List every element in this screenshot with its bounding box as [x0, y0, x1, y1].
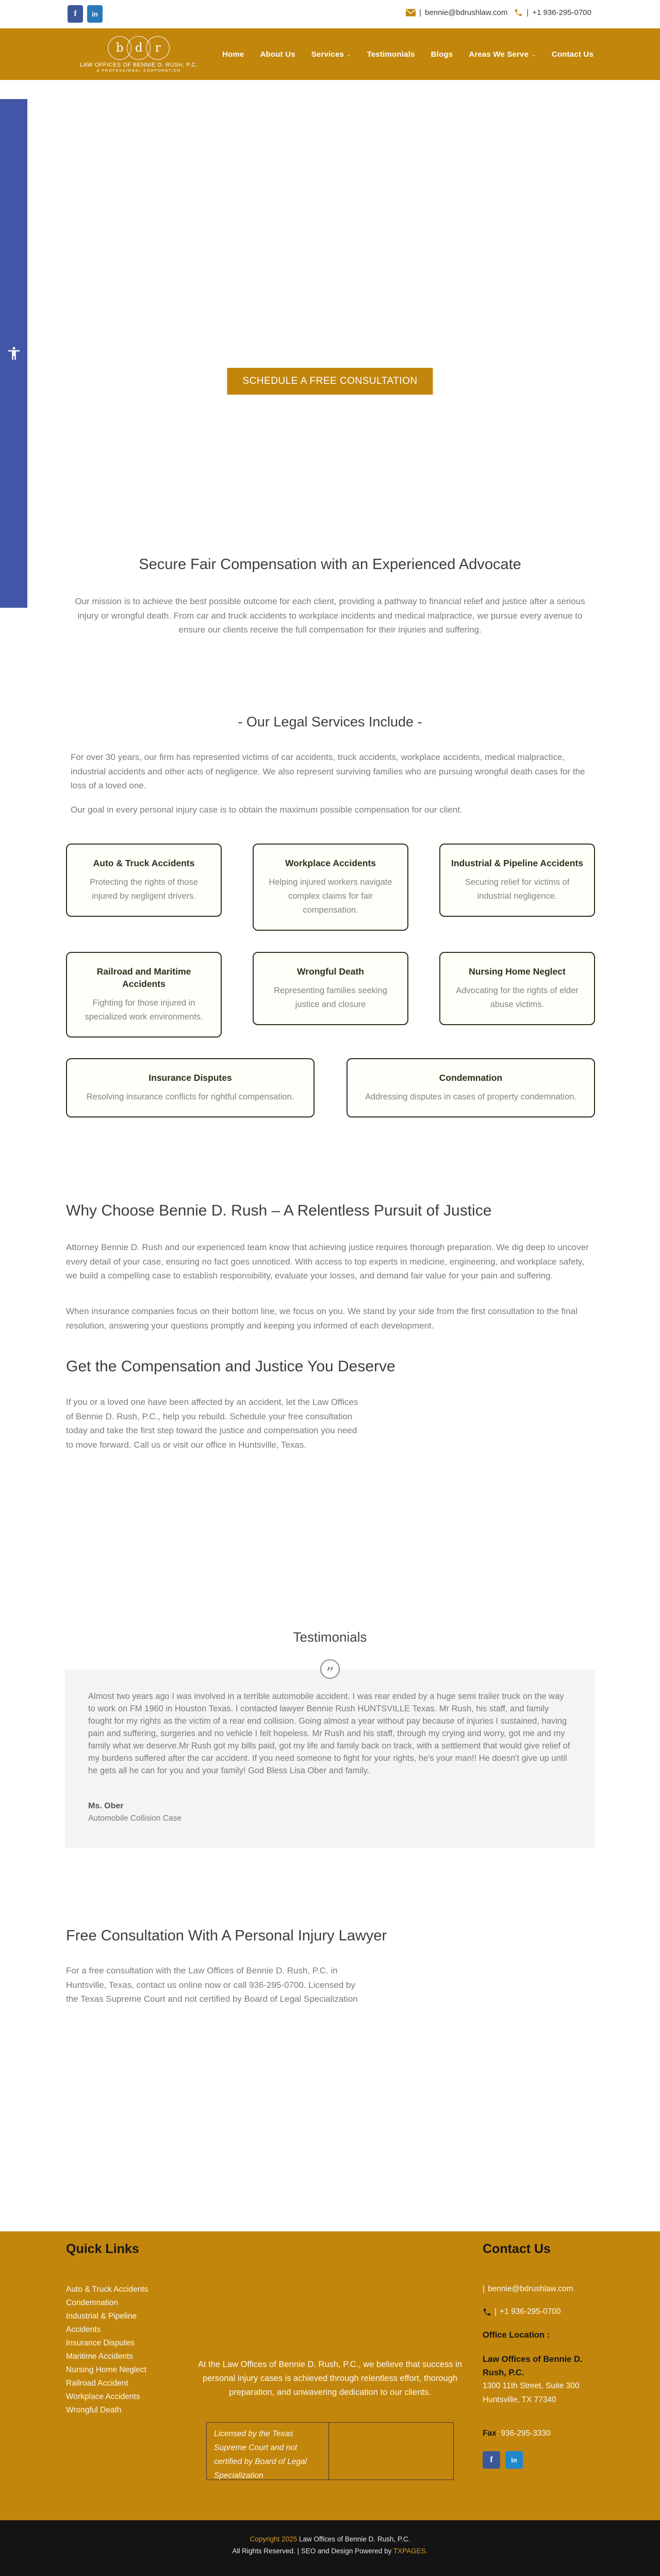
linkedin-icon[interactable]: in: [505, 2451, 523, 2469]
footer-link-nursing-home[interactable]: Nursing Home Neglect: [66, 2366, 146, 2374]
card-title: Railroad and Maritime Accidents: [96, 966, 191, 989]
schedule-consultation-button[interactable]: SCHEDULE A FREE CONSULTATION: [227, 368, 433, 395]
testimonial-case-type: Automobile Collision Case: [88, 1814, 182, 1823]
service-card-auto-truck: [66, 844, 222, 917]
footer-link-workplace[interactable]: Workplace Accidents: [66, 2392, 140, 2401]
footer-email-link[interactable]: bennie@bdrushlaw.com: [488, 2285, 573, 2293]
logo-tagline: A PROFESSIONAL CORPORATION: [96, 68, 182, 73]
quote-icon: ”: [320, 1659, 340, 1679]
card-description: Protecting the rights of those injured by negligent drivers.: [89, 878, 199, 901]
fax-label: Fax: [483, 2429, 497, 2438]
logo-letter-b: b: [108, 36, 131, 60]
nav-item-services[interactable]: Services ⌄: [311, 50, 351, 59]
nav-links: [222, 50, 593, 59]
services-paragraph-1: For over 30 years, our firm has represented victims of car accidents, truck accidents, workplace accidents, medical malpractice, industrial accidents and other acts of negligence. We also represent surviving families who are pursuing wrongful death cases for the loss of a loved one.: [71, 752, 585, 790]
chevron-down-icon: ⌄: [346, 52, 351, 58]
copyright-line-1: Copyright 2025 Law Offices of Bennie D. Rush, P.C.: [250, 2535, 410, 2543]
footer-link-maritime[interactable]: Maritime Accidents: [66, 2352, 134, 2361]
separator: |: [526, 8, 529, 17]
intro-heading: Secure Fair Compensation with an Experienced Advocate: [139, 556, 521, 573]
email-link[interactable]: bennie@bdrushlaw.com: [425, 8, 508, 17]
footer-phone-link[interactable]: +1 936-295-0700: [500, 2307, 561, 2316]
card-description: Helping injured workers navigate complex claims for fair compensation.: [269, 878, 392, 915]
copyright-year: Copyright 2025: [250, 2535, 298, 2543]
footer-link-insurance-disputes[interactable]: Insurance Disputes: [66, 2339, 135, 2347]
main-nav: [0, 28, 660, 80]
testimonial-card: [65, 1670, 595, 1848]
linkedin-glyph: in: [92, 10, 98, 18]
footer-link-wrongful-death[interactable]: Wrongful Death: [66, 2406, 122, 2415]
footer-link-condemnation[interactable]: Condemnation: [66, 2298, 118, 2307]
footer-link-auto-truck[interactable]: Auto & Truck Accidents: [66, 2285, 148, 2294]
footer-link-railroad[interactable]: Railroad Accident: [66, 2379, 128, 2388]
logo-circles: [108, 36, 170, 60]
service-cards-row-2: [66, 952, 595, 1038]
nav-item-areas-we-serve[interactable]: Areas We Serve ⌄: [469, 50, 536, 59]
top-bar: [0, 0, 660, 28]
quick-links-list: [66, 2283, 169, 2417]
footer-firm-name: Law Offices of Bennie D. Rush, P.C.: [483, 2355, 583, 2377]
footer-disclaimer-text: Licensed by the Texas Supreme Court and not certified by Board of Legal Specialization: [207, 2423, 329, 2480]
card-description: Addressing disputes in cases of property condemnation.: [365, 1092, 576, 1101]
card-title: Workplace Accidents: [285, 858, 376, 868]
contact-us-heading: Contact Us: [483, 2242, 551, 2256]
card-description: Advocating for the rights of elder abuse victims.: [456, 986, 579, 1009]
footer-social-links: [483, 2451, 523, 2469]
accessibility-widget-bar[interactable]: [0, 99, 27, 608]
card-title: Wrongful Death: [297, 966, 364, 977]
logo-letter-r: r: [146, 36, 170, 60]
card-description: Fighting for those injured in specialized work environments.: [85, 998, 203, 1022]
card-title: Industrial & Pipeline Accidents: [451, 858, 584, 868]
office-location-label: Office Location :: [483, 2330, 550, 2340]
service-card-condemnation: [346, 1058, 595, 1117]
facebook-glyph: f: [74, 9, 77, 18]
firm-logo[interactable]: [80, 36, 197, 73]
card-title: Auto & Truck Accidents: [93, 858, 195, 868]
phone-icon: [514, 8, 523, 17]
footer-address: [483, 2379, 591, 2407]
intro-paragraph: Our mission is to achieve the best possible outcome for each client, providing a pathway to financial relief and justice after a serious injury or wrongful death. From car and truck accidents to workplace incidents and medical malpractice, we pursue every avenue to ensure our clients receive the full compensation for their injuries and suffering.: [75, 596, 585, 635]
testimonial-author: Ms. Ober: [88, 1802, 124, 1810]
linkedin-icon[interactable]: [87, 5, 103, 23]
nav-item-about-us[interactable]: About Us: [260, 50, 295, 59]
copyright-line-2: All Rights Reserved. | SEO and Design Powered by TXPAGES.: [232, 2547, 428, 2555]
phone-link[interactable]: +1 936-295-0700: [532, 8, 591, 17]
card-description: Resolving insurance conflicts for rightful compensation.: [86, 1092, 294, 1101]
accessibility-icon[interactable]: [6, 346, 22, 361]
service-cards-row-3: [66, 1058, 595, 1117]
card-description: Securing relief for victims of industrial negligence.: [465, 878, 570, 901]
service-card-railroad-maritime: [66, 952, 222, 1038]
social-links: [68, 5, 103, 23]
chevron-down-icon: ⌄: [531, 52, 536, 58]
get-compensation-paragraph: If you or a loved one have been affected by an accident, let the Law Offices of Bennie D. Rush, P.C., help you rebuild. Schedule your free consultation today and take the first step toward the justice and compensation you need to move forward. Call us or visit our office in Huntsville, Texas.: [66, 1397, 358, 1450]
testimonial-text: Almost two years ago I was involved in a terrible automobile accident. I was rear ended by a huge semi trailer truck on the way to work on FM 1960 in Houston Texas. I contacted lawyer Bennie Rush HUNTSVILLE Texas. Mr Rush, his staff, and family fought for my rights as the victim of a rear end collision. Going almost a year without pay because of injuries I sustained, having pain and suffering, surgeries and no vehicle I felt hopeless. Mr Rush and his staff, through my crying and worry, got me and my family what we deserve.Mr Rush got my bills paid, got my life and family back on track, with a settlement that would give relief of my burdens suffered after the car accident. If you need someone to fight for your rights, he's your man!! He doesn't give up until he gets all he can for you and your family! God Bless Lisa Ober and family.: [88, 1692, 570, 1775]
address-city: Huntsville, TX 77340: [483, 2395, 556, 2404]
service-card-industrial-pipeline: [439, 844, 595, 917]
why-choose-paragraph-2: When insurance companies focus on their bottom line, we focus on you. We stand by your side from the first consultation to the final resolution, answering your questions promptly and keeping you informed of each development.: [66, 1306, 578, 1331]
card-description: Representing families seeking justice and closure: [273, 986, 388, 1009]
footer-email-row: [483, 2285, 573, 2294]
card-title: Nursing Home Neglect: [469, 966, 566, 977]
card-title: Condemnation: [439, 1073, 503, 1083]
services-paragraph-2: Our goal in every personal injury case is to obtain the maximum possible compensation for our client.: [71, 805, 463, 815]
footer-phone-row: [483, 2307, 561, 2316]
nav-item-contact-us[interactable]: Contact Us: [551, 50, 593, 59]
facebook-icon[interactable]: f: [483, 2451, 500, 2469]
footer-fax: [483, 2429, 551, 2438]
service-card-insurance-disputes: [66, 1058, 315, 1117]
address-street: 1300 11th Street, Suite 300: [483, 2381, 580, 2390]
separator: |: [494, 2307, 497, 2316]
footer-disclaimer-box: [206, 2422, 454, 2480]
service-card-workplace: [253, 844, 408, 931]
footer: [0, 2231, 660, 2520]
fax-number: : 936-295-3330: [496, 2429, 551, 2438]
nav-item-blogs[interactable]: Blogs: [431, 50, 453, 59]
service-cards-row-1: [66, 844, 595, 931]
logo-firm-name: LAW OFFICES OF BENNIE D. RUSH, P.C.: [80, 61, 198, 68]
free-consultation-heading: Free Consultation With A Personal Injury Lawyer: [66, 1927, 387, 1944]
services-heading: - Our Legal Services Include -: [238, 714, 422, 730]
card-title: Insurance Disputes: [148, 1073, 232, 1083]
why-choose-heading: Why Choose Bennie D. Rush – A Relentless Pursuit of Justice: [66, 1202, 492, 1219]
nav-item-home[interactable]: Home: [222, 50, 244, 59]
footer-disclaimer-empty-cell: [329, 2423, 453, 2480]
phone-icon: [483, 2308, 491, 2316]
footer-link-industrial-pipeline[interactable]: Industrial & Pipeline Accidents: [66, 2312, 137, 2334]
copyright-bar: [0, 2520, 660, 2576]
get-compensation-heading: Get the Compensation and Justice You Deserve: [66, 1358, 395, 1375]
footer-mission-text: At the Law Offices of Bennie D. Rush, P.C., we believe that success in personal injury cases is achieved through relentless effort, thorough preparation, and unwavering dedication to our clients.: [197, 2360, 463, 2397]
nav-item-testimonials[interactable]: Testimonials: [367, 50, 415, 59]
testimonials-heading: Testimonials: [293, 1629, 367, 1645]
top-contact: [406, 8, 591, 17]
why-choose-paragraph-1: Attorney Bennie D. Rush and our experienced team know that achieving justice requires thorough preparation. We dig deep to uncover every detail of your case, ensuring no fact goes unnoticed. With access to top experts in medicine, engineering, and workplace safety, we build a compelling case to establish responsibility, evaluate your losses, and demand fair value for your pain and suffering.: [66, 1242, 589, 1281]
service-card-nursing-home: [439, 952, 595, 1025]
free-consultation-paragraph: For a free consultation with the Law Offices of Bennie D. Rush, P.C. in Huntsville, Texas, contact us online now or call 936-295-0700. Licensed by the Texas Supreme Court and not certified by Board of Legal Specialization: [66, 1966, 358, 2004]
separator: |: [483, 2285, 485, 2293]
facebook-icon[interactable]: [68, 5, 83, 23]
txpages-link[interactable]: TXPAGES.: [393, 2547, 428, 2555]
separator: |: [419, 8, 422, 17]
quick-links-heading: Quick Links: [66, 2242, 139, 2256]
service-card-wrongful-death: [253, 952, 408, 1025]
email-icon: [406, 9, 416, 17]
logo-letter-d: d: [127, 36, 151, 60]
